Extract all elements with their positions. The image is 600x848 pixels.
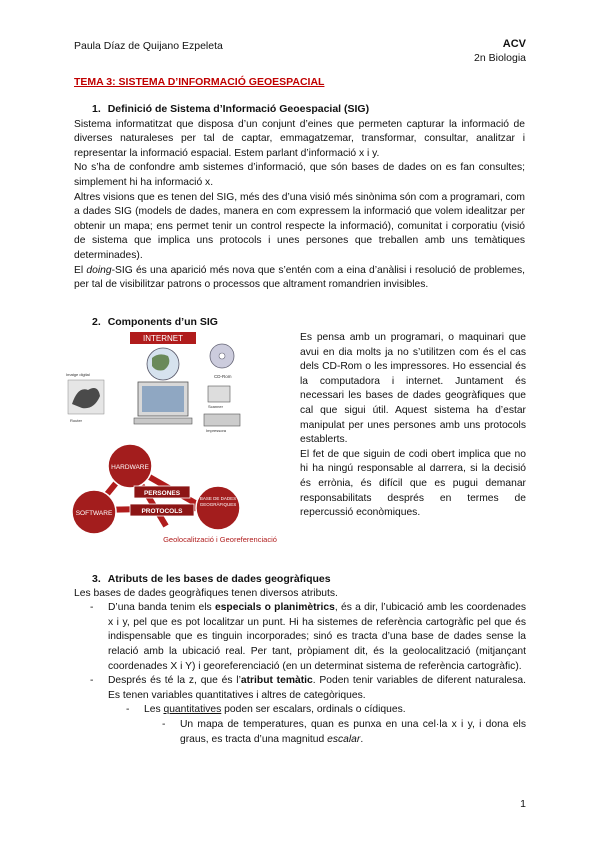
doing-emphasis: doing xyxy=(86,264,112,276)
author-name: Paula Díaz de Quijano Ezpeleta xyxy=(74,40,223,52)
sub1-underlined: quantitatives xyxy=(163,704,222,716)
sub-list-item xyxy=(126,703,526,718)
section-1-paragraph: No s’ha de confondre amb sistemes d’informació, que són bases de dades on es fan consultes; simplement hi ha informació x. xyxy=(74,162,525,188)
scanner-icon xyxy=(208,386,230,402)
people-label: PERSONES xyxy=(143,490,181,497)
sub1-text-rest: poden ser escalars, ordinals o cídiques. xyxy=(221,704,406,716)
protocols-label: PROTOCOLS xyxy=(141,508,183,515)
subsub1-text: Un mapa de temperatures, quan es punxa en una cel·la x i y, i dona els graus, es tracta d’una magnitud xyxy=(180,718,526,745)
bullet-dash: - xyxy=(162,718,166,730)
doing-pre: El xyxy=(74,264,87,276)
bullet-dash: - xyxy=(90,602,94,614)
course-code: ACV xyxy=(502,38,526,50)
header-right xyxy=(474,37,526,65)
section-3 xyxy=(74,572,526,747)
section-3-number: 3. xyxy=(92,573,101,585)
bullet-dash: - xyxy=(90,675,94,687)
subsub1-emphasis: escalar xyxy=(327,733,361,745)
cdrom-label: CD-Rom xyxy=(214,374,232,379)
printer-label: Impressora xyxy=(206,428,227,433)
section-1-title: Definició de Sistema d’Informació Geoespacial (SIG) xyxy=(107,103,370,115)
section-1-paragraph: Altres visions que es tenen del SIG, més des d’una visió més sinònima són com a programari, com a dades SIG (models de dades, manera en com expressem la informació que volem idealitzar per obtenir un mapa; ens permet tenir un control respecte la informació), comunitat i corporatiu (visió de sistema que implica uns protocols i unes persones que treballen amb uns temàtiques determinades). xyxy=(74,191,525,261)
scanner-label: Scanner xyxy=(208,404,223,409)
section-3-title: Atributs de les bases de dades geogràfiques xyxy=(107,573,331,585)
section-2-number: 2. xyxy=(92,316,101,328)
item1-text: D’una banda tenim els xyxy=(108,602,215,614)
sub-sub-list-item xyxy=(162,718,526,747)
section-1-heading xyxy=(74,102,525,117)
section-2-paragraph: El fet de que siguin de codi obert implica que no hi ha ningú responsable al darrera, si la decisió és errònia, és difícil que es pugui demanar responsabilitats després en termes de repercussió econòmiques. xyxy=(300,448,526,519)
router-label: Router xyxy=(70,418,83,423)
course-name: 2n Biologia xyxy=(474,52,526,64)
internet-label: INTERNET xyxy=(143,334,183,343)
cd-hole-icon xyxy=(219,353,225,359)
subsub1-text-rest: . xyxy=(360,733,364,745)
item2-text-rest: . Poden tenir variables de diferent naturalesa. Es tenen variables quantitatives i altres de categòriques. xyxy=(108,675,526,701)
section-2-heading xyxy=(92,316,218,328)
hardware-label: HARDWARE xyxy=(111,464,149,471)
section-1 xyxy=(74,102,525,293)
section-3-intro: Les bases de dades geogràfiques tenen diversos atributs. xyxy=(74,587,338,599)
section-1-number: 1. xyxy=(92,103,101,115)
document-title: TEMA 3: SISTEMA D’INFORMACIÓ GEOESPACIAL xyxy=(74,76,325,88)
doing-post: -SIG és una aparició més nova que s’entén com a eina d’anàlisi i resolució de problemes, per tal de visibilitzar patrons o processos que altrament romandrien invisibles. xyxy=(74,264,525,291)
section-2-text xyxy=(300,331,526,521)
item2-bold: atribut temàtic xyxy=(240,675,313,687)
page-number: 1 xyxy=(520,798,526,810)
sub1-text: Les xyxy=(144,704,164,716)
database-label-wrap xyxy=(198,496,238,522)
list-item xyxy=(90,601,526,674)
bullet-dash: - xyxy=(126,704,130,716)
software-label: SOFTWARE xyxy=(75,510,113,517)
digital-image-label: Imatge digital xyxy=(66,372,90,377)
item1-bold: especials o planimètrics xyxy=(214,602,335,614)
item2-text: Després és té la z, que és l’ xyxy=(108,675,241,687)
sig-components-diagram xyxy=(64,330,296,545)
section-3-heading xyxy=(74,572,526,587)
printer-icon xyxy=(204,414,240,426)
keyboard-icon xyxy=(134,418,192,424)
screen-icon xyxy=(142,386,184,412)
section-2-paragraph: Es pensa amb un programari, o maquinari que avui en dia molts ja no s’utilitzen com és el cas dels CD-Rom o les impressores. Ho essencial és la computadora i internet. Juntament és necessari les bases de dades geogràfiques que cal que sigui útil. Aquest sistema ha d’estar manipulat per unes persones amb uns protocols establerts. xyxy=(300,332,526,446)
list-item xyxy=(90,674,526,703)
section-2-title: Components d’un SIG xyxy=(107,316,218,328)
database-label: BASE DE DADES GEOGRÀFIQUES xyxy=(199,496,237,507)
figure-caption: Geolocalització i Georeferenciació xyxy=(163,535,277,544)
section-1-doing-paragraph xyxy=(74,264,525,293)
section-1-paragraph: Sistema informatitzat que disposa d’un conjunt d’eines que permeten capturar la informació de diverses naturaleses per tal de captar, emmagatzemar, transformar, consultar, analitzar i representar la informació espacial. Estem parlant d’informació x i y. xyxy=(74,118,525,159)
item1-text-rest: , és a dir, l’ubicació amb les coordenades x i y, pel que es pot localitzar un punt. Hi ha sistemes de referència cartogràfic pel que és indispensable que es tinguin incorporades; sinó es tracta d’una base de dades sense la relació amb la ubicació real. Per tant, pròpiament dit, és la geolocalització (mitjançant coordenades X i Y) i georeferenciació (en un determinat sistema de referència cartogràfic). xyxy=(108,602,527,672)
